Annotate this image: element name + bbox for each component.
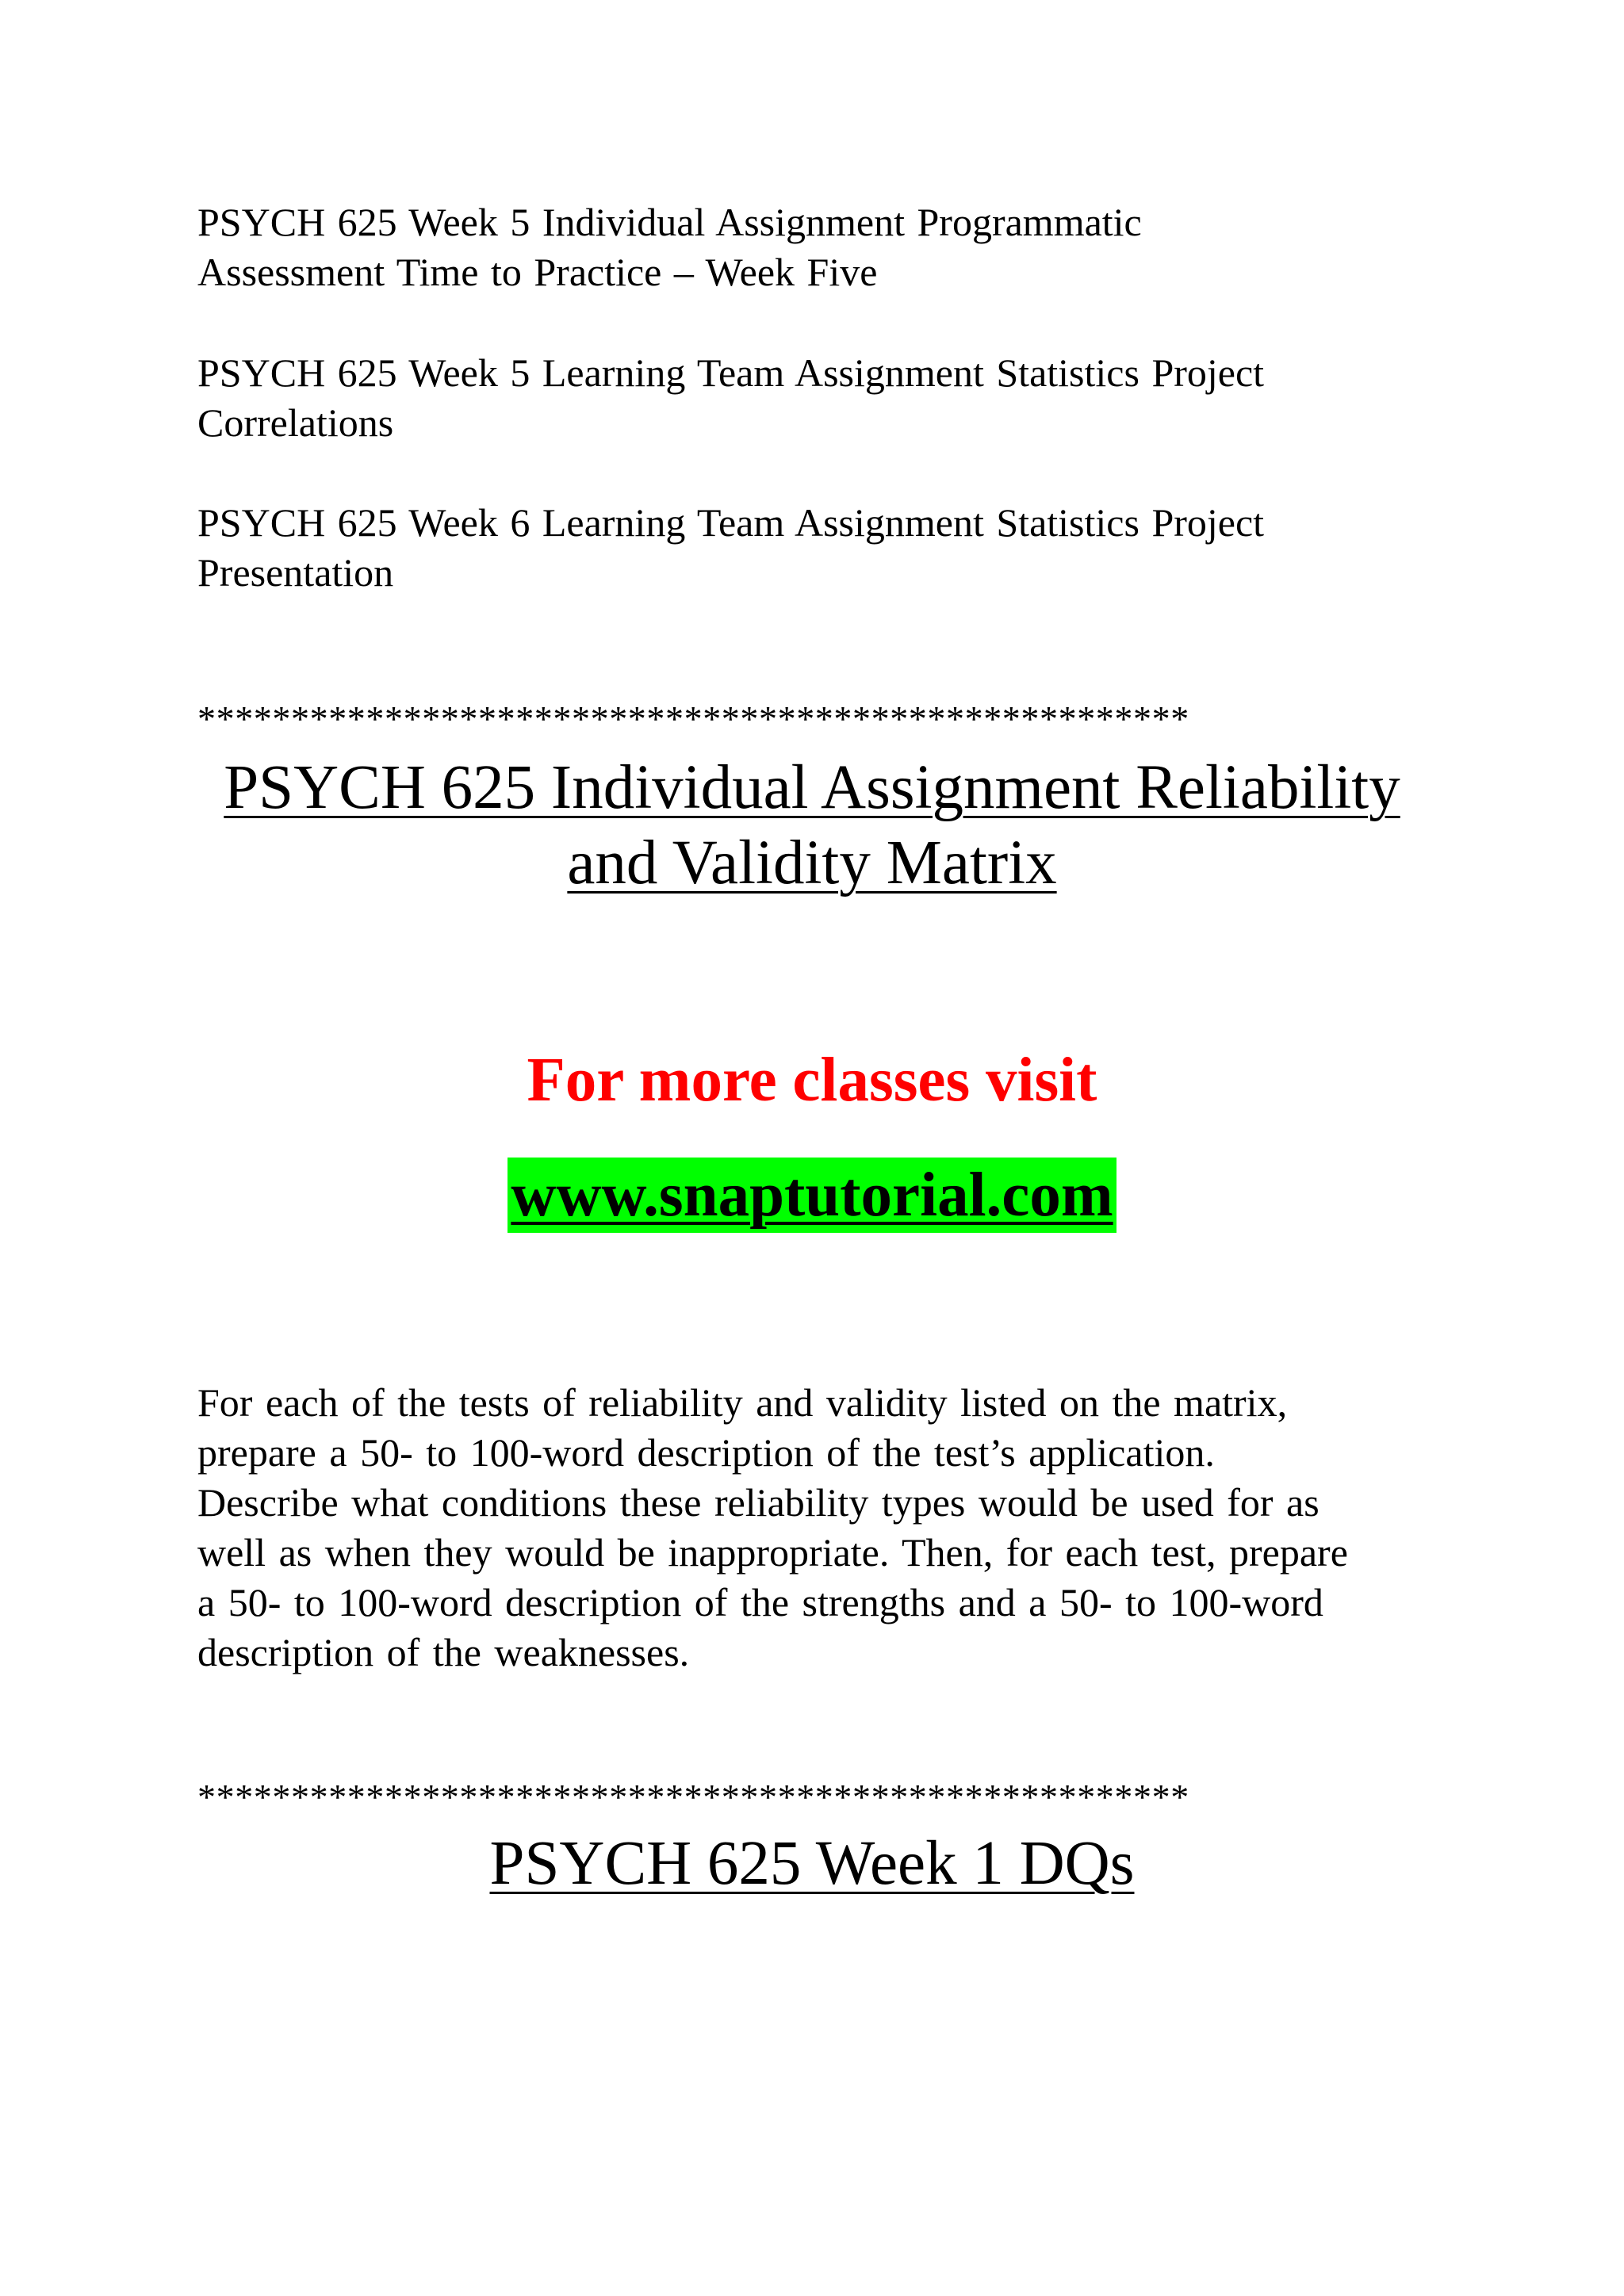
promo-link-wrap	[0, 1158, 1624, 1233]
assignment-line: Presentation	[197, 550, 394, 595]
assignment-line: PSYCH 625 Week 6 Learning Team Assignment Statistics Project	[197, 500, 1265, 545]
assignment-line: PSYCH 625 Week 5 Individual Assignment Programmatic	[197, 200, 1142, 244]
assignment-line: Correlations	[197, 400, 394, 445]
snaptutorial-link[interactable]: www.snaptutorial.com	[508, 1158, 1116, 1233]
description-line: prepare a 50- to 100-word description of the test’s application.	[197, 1430, 1215, 1475]
promo-block	[0, 1043, 1624, 1118]
description-line: a 50- to 100-word description of the strengths and a 50- to 100-word	[197, 1580, 1323, 1624]
assignment-item	[197, 197, 1434, 297]
description-paragraph	[197, 1378, 1434, 1678]
section-title	[0, 750, 1624, 901]
assignment-line: PSYCH 625 Week 5 Learning Team Assignment Statistics Project	[197, 350, 1265, 395]
assignment-line: Assessment Time to Practice – Week Five	[197, 250, 878, 294]
next-section-title: PSYCH 625 Week 1 DQs	[489, 1829, 1135, 1898]
assignment-item	[197, 348, 1434, 448]
separator-stars: *****************************************************	[197, 1777, 1189, 1817]
description-line: For each of the tests of reliability and validity listed on the matrix,	[197, 1380, 1288, 1425]
assignment-item	[197, 498, 1434, 598]
section-title-line: and Validity Matrix	[567, 828, 1057, 897]
description-line: description of the weaknesses.	[197, 1630, 690, 1674]
separator-stars: *****************************************************	[197, 699, 1189, 739]
promo-text: For more classes visit	[527, 1046, 1097, 1115]
description-line: Describe what conditions these reliability types would be used for as	[197, 1480, 1320, 1525]
section-title-line: PSYCH 625 Individual Assignment Reliability	[224, 753, 1400, 822]
description-line: well as when they would be inappropriate. Then, for each test, prepare	[197, 1530, 1348, 1575]
